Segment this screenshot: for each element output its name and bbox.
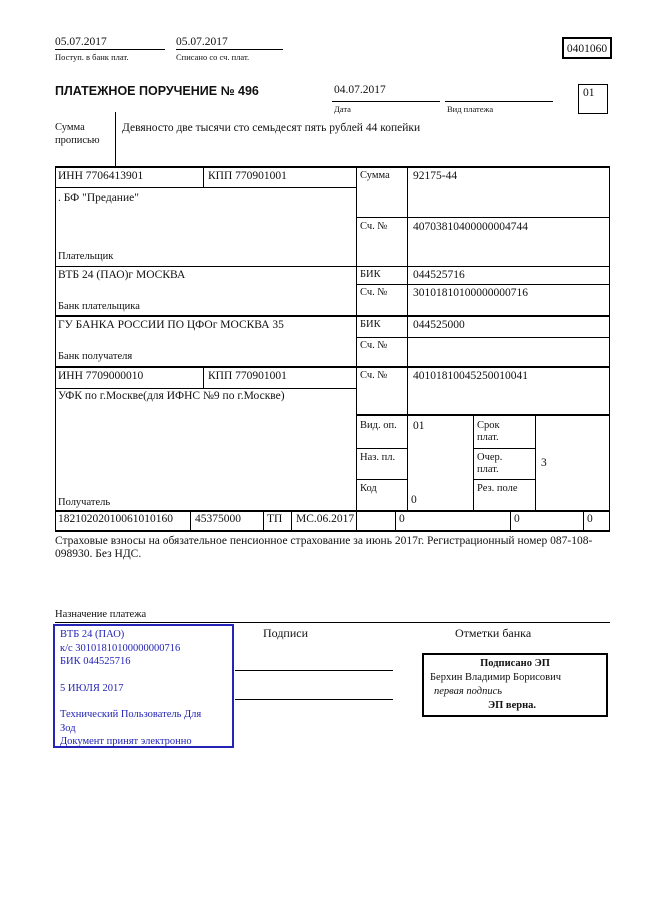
table-border	[55, 266, 610, 267]
payee-kpp: КПП 770901001	[208, 370, 287, 382]
purpose-underline	[55, 622, 610, 623]
payer-section-label: Плательщик	[58, 251, 114, 262]
payer-account-label: Сч. №	[360, 221, 388, 232]
table-border	[609, 166, 610, 532]
payee-inn: ИНН 7709000010	[58, 370, 144, 382]
table-border	[190, 510, 191, 531]
payee-section-label: Получатель	[58, 497, 111, 508]
tax-field-kbk: 18210202010061010160	[58, 513, 173, 525]
tax-field-number: 0	[399, 513, 405, 525]
table-border	[291, 510, 292, 531]
table-border	[356, 284, 610, 285]
table-border	[55, 510, 610, 512]
payee-name: УФК по г.Москве(для ИФНС №9 по г.Москве)	[58, 390, 285, 402]
date-label: Дата	[334, 104, 351, 114]
payee-account-label: Сч. №	[360, 370, 388, 381]
operation-type-value: 01	[413, 420, 425, 432]
payer-account: 40703810400000004744	[413, 221, 528, 233]
payment-type-label: Вид платежа	[447, 104, 494, 114]
document-date: 04.07.2017	[334, 84, 386, 96]
table-border	[203, 166, 204, 188]
payer-bank-account-label: Сч. №	[360, 287, 388, 298]
operation-type-label: Вид. оп.	[360, 420, 397, 431]
signature-line	[235, 670, 393, 671]
payer-kpp: КПП 770901001	[208, 170, 287, 182]
tax-field-basis: ТП	[267, 513, 283, 525]
payee-bank-account-label: Сч. №	[360, 340, 388, 351]
date-underline	[332, 101, 440, 102]
table-border	[583, 510, 584, 531]
reserve-field-label: Рез. поле	[477, 483, 518, 494]
priority-label-2: плат.	[477, 464, 499, 475]
document-title: ПЛАТЕЖНОЕ ПОРУЧЕНИЕ № 496	[55, 84, 259, 98]
amount-words-value: Девяносто две тысячи сто семьдесят пять рублей 44 копейки	[122, 122, 421, 134]
amount-words-divider	[115, 112, 116, 167]
electronic-signature-stamp	[422, 653, 608, 717]
table-border	[55, 166, 610, 168]
esign-subtitle: первая подпись	[434, 686, 503, 697]
stamp-corr-account: к/с 30101810100000000716	[60, 642, 181, 654]
payer-bank-name: ВТБ 24 (ПАО)г МОСКВА	[58, 269, 186, 281]
stamp-accepted: Документ принят электронно	[60, 736, 192, 747]
payment-purpose-label: Назначение платежа	[55, 609, 147, 620]
payer-bank-bik-label: БИК	[360, 269, 381, 280]
esign-title: Подписано ЭП	[480, 658, 550, 669]
table-border	[535, 414, 536, 512]
tax-field-date: 0	[514, 513, 520, 525]
table-border	[356, 217, 610, 218]
stamp-date: 5 ИЮЛЯ 2017	[60, 682, 124, 694]
table-border	[55, 366, 610, 368]
signature-line	[235, 699, 393, 700]
tax-field-oktmo: 45375000	[195, 513, 241, 525]
purpose-code-label: Наз. пл.	[360, 452, 396, 463]
tax-field-type: 0	[587, 513, 593, 525]
stamp-bank-name: ВТБ 24 (ПАО)	[60, 629, 125, 640]
status-code-box: 01	[578, 84, 608, 114]
table-border	[473, 448, 536, 449]
table-border	[55, 388, 357, 389]
bank-electronic-stamp	[53, 624, 234, 748]
payee-account: 40101810045250010041	[413, 370, 528, 382]
bank-marks-label: Отметки банка	[455, 626, 532, 640]
esign-verified: ЭП верна.	[488, 700, 537, 711]
table-border	[407, 166, 408, 512]
debited-date: 05.07.2017	[176, 36, 228, 48]
payer-bank-section-label: Банк плательщика	[58, 301, 140, 312]
payer-bank-account: 30101810100000000716	[413, 287, 528, 299]
table-border	[55, 530, 610, 532]
amount-words-label-1: Сумма	[55, 122, 85, 133]
amount-label: Сумма	[360, 170, 390, 181]
esign-name: Берхин Владимир Борисович	[430, 672, 561, 683]
table-border	[395, 510, 396, 531]
payment-purpose-text: Страховые взносы на обязательное пенсионное страхование за июнь 2017г. Регистрационный номер 087-108-098930. Без НДС.	[55, 535, 593, 561]
priority-value: 3	[541, 457, 547, 469]
stamp-spacer	[60, 669, 227, 682]
table-border	[473, 414, 474, 512]
payer-inn: ИНН 7706413901	[58, 170, 144, 182]
amount-words-label-2: прописью	[55, 135, 100, 146]
code-label: Код	[360, 483, 377, 494]
stamp-bik: БИК 044525716	[60, 656, 131, 667]
debited-label: Списано со сч. плат.	[176, 52, 250, 62]
payee-bank-name: ГУ БАНКА РОССИИ ПО ЦФОг МОСКВА 35	[58, 319, 284, 331]
debited-date-underline	[176, 49, 283, 50]
signatures-label: Подписи	[263, 626, 309, 640]
stamp-user-line-1: Технический Пользователь Для	[60, 709, 202, 720]
received-in-bank-label: Поступ. в банк плат.	[55, 52, 129, 62]
table-border	[356, 479, 408, 480]
code-value: 0	[411, 494, 417, 506]
tax-field-period: МС.06.2017	[296, 513, 355, 525]
payer-bank-bik: 044525716	[413, 269, 465, 281]
payee-bank-bik: 044525000	[413, 319, 465, 331]
received-date-underline	[55, 49, 165, 50]
payee-bank-bik-label: БИК	[360, 319, 381, 330]
table-border	[356, 414, 610, 416]
table-border	[263, 510, 264, 531]
table-border	[356, 166, 357, 532]
payment-type-underline	[445, 101, 553, 102]
due-date-label-1: Срок	[477, 420, 500, 431]
stamp-spacer	[60, 695, 227, 708]
received-in-bank-date: 05.07.2017	[55, 36, 107, 48]
table-border	[203, 366, 204, 388]
due-date-label-2: плат.	[477, 432, 499, 443]
form-code-box: 0401060	[562, 37, 612, 59]
payee-bank-section-label: Банк получателя	[58, 351, 133, 362]
table-border	[55, 315, 610, 317]
table-border	[356, 337, 610, 338]
table-border	[473, 479, 536, 480]
table-border	[356, 448, 408, 449]
priority-label-1: Очер.	[477, 452, 503, 463]
table-border	[510, 510, 511, 531]
table-border	[55, 187, 357, 188]
table-border	[55, 166, 56, 532]
amount-value: 92175-44	[413, 170, 458, 182]
stamp-user-line-2: Зод	[60, 722, 76, 734]
payer-name: . БФ "Предание"	[58, 192, 139, 204]
